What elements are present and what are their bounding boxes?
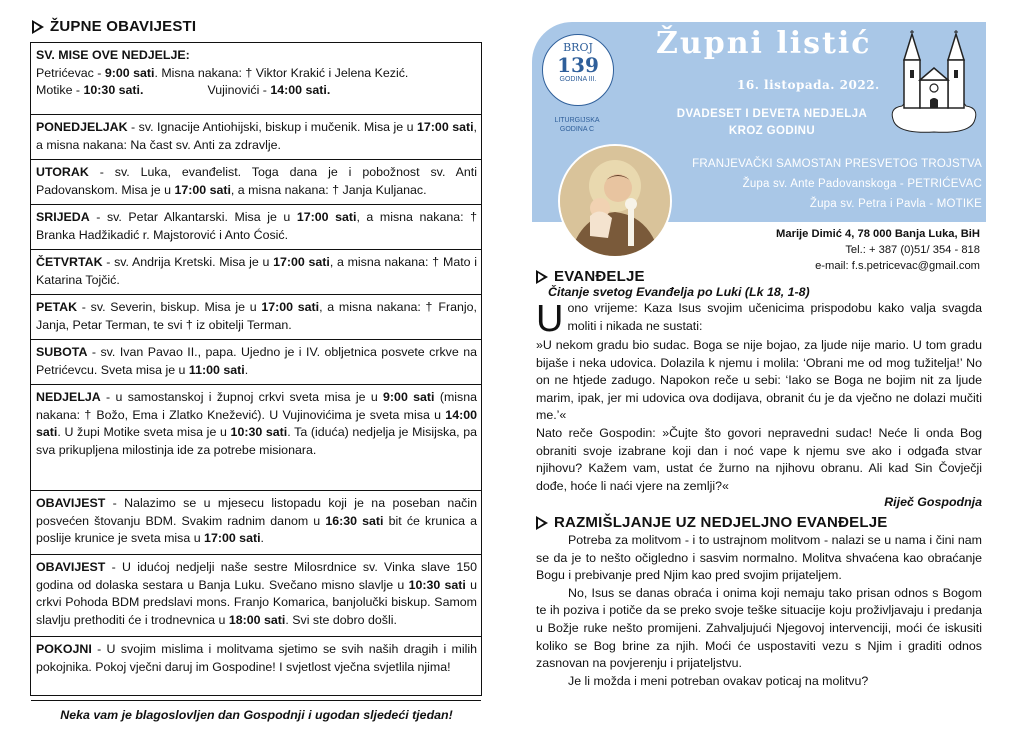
day-time: 14:00 sati [36,407,477,440]
gospel-subtitle: Čitanje svetog Evanđelja po Luki (Lk 18, 1-8) [548,285,810,299]
day-label: OBAVIJEST [36,560,106,574]
day-text: . U župi Motike sveta misa je u [57,425,231,440]
liturgical-year: LITURGIJSKA GODINA C [554,117,600,133]
obavijest-block-2 [31,555,481,637]
left-title-text: ŽUPNE OBAVIJESTI [50,18,197,35]
day-text: , a misna nakana: † Franjo, Janja, Petar Terman, te svi † iz obitelji Terman. [36,300,477,332]
day-time: 17:00 sati [261,300,320,314]
day-time: 18:00 sati [228,612,286,627]
day-time: 17:00 sati [296,210,357,224]
parish-name-2: Župa sv. Petra i Pavla - MOTIKE [809,198,982,210]
triangle-bullet-icon [536,516,548,530]
triangle-bullet-icon [536,270,548,284]
mise-time: 9:00 sati [104,65,155,80]
drop-cap: U [536,298,564,340]
mise-time: 14:00 sati. [270,83,331,98]
left-section-title [32,18,196,35]
reflection-paragraph: No, Isus se danas obraća i onima koji nemaju tako prisan odnos s Bogom te ih poziva i potiče da se preko svoje teške situacije koju proživljavaju i predanja u Božje ruke nešto promijeni. Zahvaljujući Njegovoj intervenciji, moći će iskusiti koliko se Bog brine za njih. Moći će uspostaviti vezu s Njim i graditi odnos zasnovan na povjerenju i prijateljstvu. [536,585,982,671]
day-label: SUBOTA [36,345,88,359]
day-text: - U idućoj nedjelji naše sestre Milosrdnice sv. Vinka slave 150 godina od dolaska sestara u Banja Luku. Svečano misno slavlje u [36,560,477,592]
mise-text: Petrićevac - [36,65,105,80]
mise-text: Motike - [36,83,84,98]
petak-block [31,295,481,340]
day-label: OBAVIJEST [36,496,106,510]
day-time: 17:00 sati [273,255,330,269]
day-text: (misna nakana: † Božo, Ema i Zlatko Knežević). U Vujinovićima je sveta misa u [36,390,477,422]
day-text: - sv. Luka, evanđelist. Toga dana je i pobožnost sv. Anti Padovanskom. Misa je u [36,165,477,197]
day-time: 9:00 sati [383,390,435,404]
day-label: SRIJEDA [36,210,90,224]
mise-text: Vujinovići - [207,83,271,98]
day-text: bit će krunica a poslije krunice je sveta misa u [36,513,478,546]
srijeda-block [31,205,481,250]
day-text: . Ta (iduća) nedjelja je Misijska, pa sva prikupljena milostinja ide za potrebe misionara. [36,425,478,457]
reflection-section-title [536,514,887,531]
mise-block [31,43,481,115]
newsletter-title: Župni listić [656,26,872,61]
day-time: 17:00 sati [204,531,261,546]
gospel-section-title [536,268,645,285]
pokojni-block [31,637,481,701]
day-text: - sv. Severin, biskup. Misa je u [77,300,262,314]
day-time: 17:00 sati [417,120,474,134]
day-text: . Svi ste dobro došli. [285,612,397,627]
issue-number: 139 [557,53,599,77]
cetvrtak-block [31,250,481,295]
mise-text: . Misna nakana: † Viktor Krakić i Jelena Kezić. [154,65,409,80]
ponedjeljak-block [31,115,481,160]
mise-head: SV. MISE OVE NEDJELJE: [36,48,190,62]
parish-name-1: Župa sv. Ante Padovanskoga - PETRIĆEVAC [742,178,982,190]
day-text: - u samostanskoj i župnoj crkvi sveta misa je u [100,390,384,404]
issue-label: BROJ [563,41,593,54]
sunday-name-line1: DVADESET I DEVETA NEDJELJA [676,108,868,120]
day-label: PETAK [36,300,78,314]
newsletter-header [532,22,986,222]
nedjelja-block [31,385,481,491]
day-text: - Nalazimo se u mjesecu listopadu koji je na poseban način posvećen štovanju BDM. Svakim radnim danom u [36,496,477,528]
day-label: UTORAK [36,165,89,179]
utorak-block [31,160,481,205]
parish-info [692,154,982,214]
contact-email: e-mail: f.s.petricevac@gmail.com [815,260,980,272]
gospel-paragraph: ono vrijeme: Kaza Isus svojim učenicima prispodobu kako valja svagda moliti i nikada ne sustati: [567,301,982,333]
day-text: u crkvi Pohoda BDM predslavi mons. Franjo Komarica, banjolučki biskup. Samom slavlju prethoditi će i trodnevnica u [36,577,477,627]
mise-time: 10:30 sati. [83,83,144,98]
day-text: - sv. Ignacije Antiohijski, biskup i mučenik. Misa je u [127,120,418,134]
contact-phone: Tel.: + 387 (0)51/ 354 - 818 [845,244,980,256]
gospel-text [536,300,982,495]
day-time: 16:30 sati [325,513,384,528]
day-time: 10:30 sati [408,577,466,592]
reflection-text [536,532,982,690]
announcements-box [30,42,482,722]
day-label: NEDJELJA [36,390,101,404]
sunday-name-line2: KROZ GODINU [728,125,816,137]
closing-line: Neka vam je blagoslovljen dan Gospodnji i ugodan sljedeći tjedan! [60,708,453,722]
day-label: ČETVRTAK [36,255,103,269]
newsletter-date: 16. listopada. 2022. [737,78,880,92]
day-text: - sv. Petar Alkantarski. Misa je u [89,210,297,224]
issue-badge [542,34,614,106]
issue-year: GODINA III. [559,76,597,83]
saint-anthony-icon [560,146,670,256]
reflection-title-text: RAZMIŠLJANJE UZ NEDJELJNO EVANĐELJE [554,514,888,531]
day-text: , a misna nakana: Na čast sv. Anti za zdravlje. [36,120,477,152]
day-label: PONEDJELJAK [36,120,128,134]
day-text: , a misna nakana: † Janja Kuljanac. [230,182,427,197]
gospel-paragraph: Nato reče Gospodin: »Čujte što govori nepravedni sudac! Neće li onda Bog obraniti svoje izabrane koji dan i noć vape k njemu sve ako i odgađa stvar njihovu? Kažem vam, ustat će žurno na njihovu obranu. Ali kad Sin Čovječji dođe, hoće li naći vjere na zemlji?« [536,425,982,493]
gospel-paragraph: »U nekom gradu bio sudac. Boga se nije bojao, za ljude nije mario. U tom gradu bijaše i neka udovica. Dolazila k njemu i molila: ‘Obrani me od mog tužitelja!’ No on ne htjede zadugo. Napokon reče u sebi: ‘Iako se Boga ne bojim nit za ljude marim, ipak, jer mi udovica ova dodijava, obranit ću je da vječno ne dolazi mučiti me.’« [536,338,982,423]
subota-block [31,340,481,385]
monastery-name: FRANJEVAČKI SAMOSTAN PRESVETOG TROJSTVA [692,158,982,170]
gospel-signature: Riječ Gospodnja [884,495,982,509]
day-time: 11:00 sati [188,362,245,377]
church-icon [888,30,980,140]
day-text: , a misna nakana: † Mato i Katarina Tojčić. [36,255,478,287]
day-text: - sv. Ivan Pavao II., papa. Ujedno je i IV. obljetnica posvete crkve na Petrićevcu. Sveta misa je u [36,345,477,377]
contact-info [700,226,980,274]
triangle-bullet-icon [32,20,44,34]
gospel-title-text: EVANĐELJE [554,268,645,285]
day-text: - sv. Andrija Kretski. Misa je u [102,255,274,269]
obavijest-block-1 [31,491,481,555]
reflection-paragraph: Potreba za molitvom - i to ustrajnom molitvom - nalazi se u nama i čini nam se da je to nešto očigledno i sasvim normalno. Molitva shvaćena kao obraćanje Bogu i prebivanje pred Njim kao pred svojim prijateljem. [536,533,982,583]
day-time: 10:30 sati [230,425,288,440]
sunday-name [672,106,872,140]
reflection-paragraph: Je li možda i meni potreban ovakav poticaj na molitvu? [568,673,869,688]
saint-anthony-image [558,144,672,258]
day-time: 17:00 sati [174,182,231,197]
day-text: - U svojim mislima i molitvama sjetimo se svih naših dragih i milih pokojnika. Pokoj vječni daruj im Gospodine! I svjetlost vječna svjetlila njima! [36,642,477,674]
contact-address: Marije Dimić 4, 78 000 Banja Luka, BiH [776,228,980,240]
day-text: , a misna nakana: † Branka Hadžikadić r. Majstorović i Anto Ćosić. [36,210,478,242]
day-label: POKOJNI [36,642,92,656]
day-text: . [244,362,249,377]
day-text: . [260,531,264,546]
